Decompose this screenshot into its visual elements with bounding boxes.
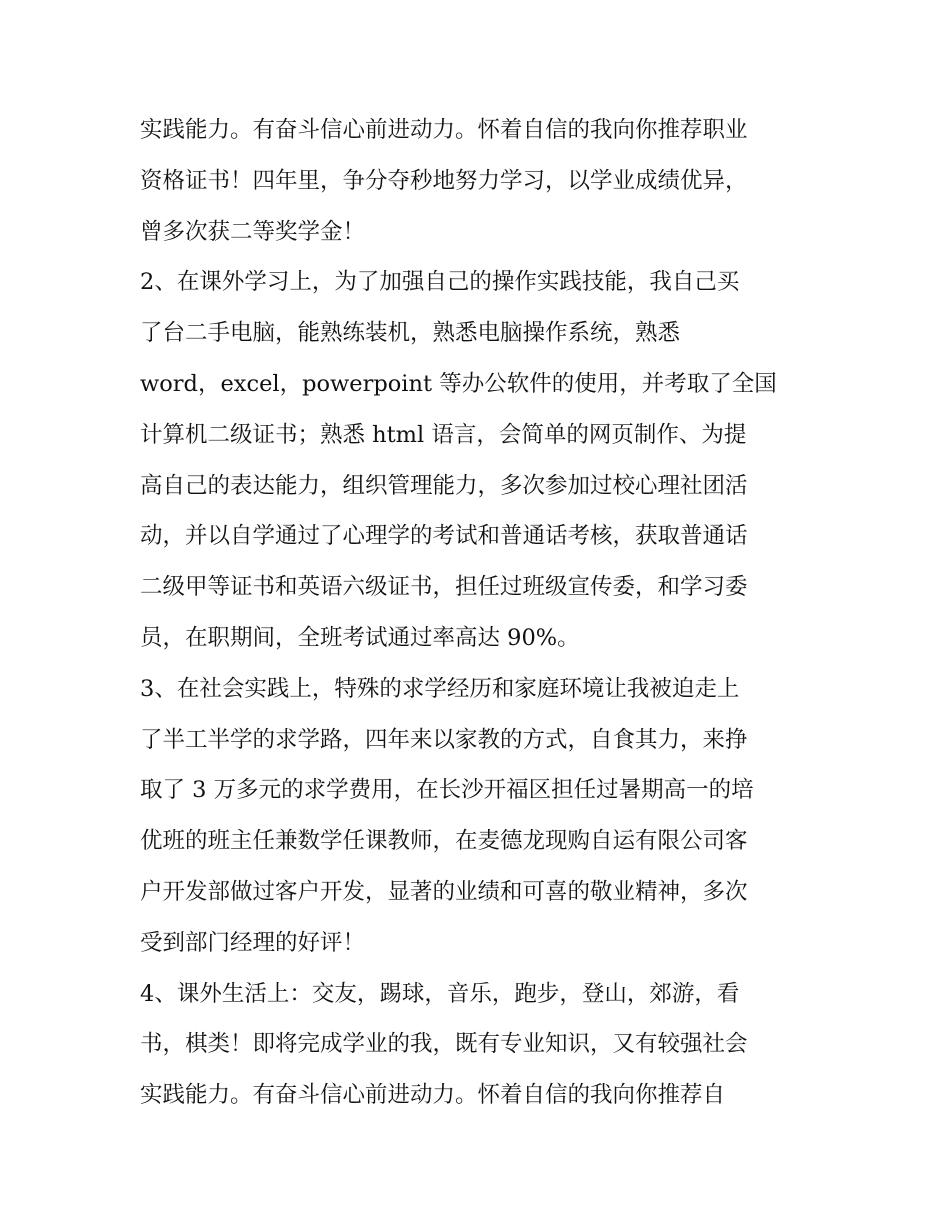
body-text xyxy=(140,105,815,1121)
text-line: 实践能力。有奋斗信心前进动力。怀着自信的我向你推荐职业 xyxy=(140,117,748,143)
text-line: 动，并以自学通过了心理学的考试和普通话考核，获取普通话 xyxy=(140,523,748,550)
text-line: 2、在课外学习上，为了加强自己的操作实践技能，我自己买 xyxy=(140,269,740,296)
text-line: 取了 3 万多元的求学费用，在长沙开福区担任过暑期高一的培 xyxy=(140,777,754,804)
text-line: 计算机二级证书；熟悉 html 语言，会简单的网页制作、为提 xyxy=(140,421,747,448)
text-line: 曾多次获二等奖学金！ xyxy=(140,218,366,245)
text-line: 受到部门经理的好评！ xyxy=(140,929,366,956)
text-line: 员，在职期间，全班考试通过率高达 90%。 xyxy=(140,624,580,651)
text-line: 了台二手电脑，能熟练装机，熟悉电脑操作系统，熟悉 xyxy=(140,320,681,347)
text-line: 3、在社会实践上，特殊的求学经历和家庭环境让我被迫走上 xyxy=(140,675,740,702)
text-line: 二级甲等证书和英语六级证书，担任过班级宣传委，和学习委 xyxy=(140,574,748,601)
text-line: 资格证书！四年里，争分夺秒地努力学习，以学业成绩优异， xyxy=(140,167,748,194)
text-line: 4、课外生活上：交友，踢球，音乐，跑步，登山，郊游，看 xyxy=(140,980,740,1007)
text-line: 书，棋类！即将完成学业的我，既有专业知识，又有较强社会 xyxy=(140,1031,748,1058)
text-line: 了半工半学的求学路，四年来以家教的方式，自食其力，来挣 xyxy=(140,726,748,753)
text-line: 优班的班主任兼数学任课教师，在麦德龙现购自运有限公司客 xyxy=(140,828,748,855)
text-line: 高自己的表达能力，组织管理能力，多次参加过校心理社团活 xyxy=(140,472,748,499)
text-line: 户开发部做过客户开发，显著的业绩和可喜的敬业精神，多次 xyxy=(140,878,748,905)
text-line: 实践能力。有奋斗信心前进动力。怀着自信的我向你推荐自 xyxy=(140,1082,726,1109)
text-line: word，excel，powerpoint 等办公软件的使用，并考取了全国 xyxy=(140,370,777,397)
